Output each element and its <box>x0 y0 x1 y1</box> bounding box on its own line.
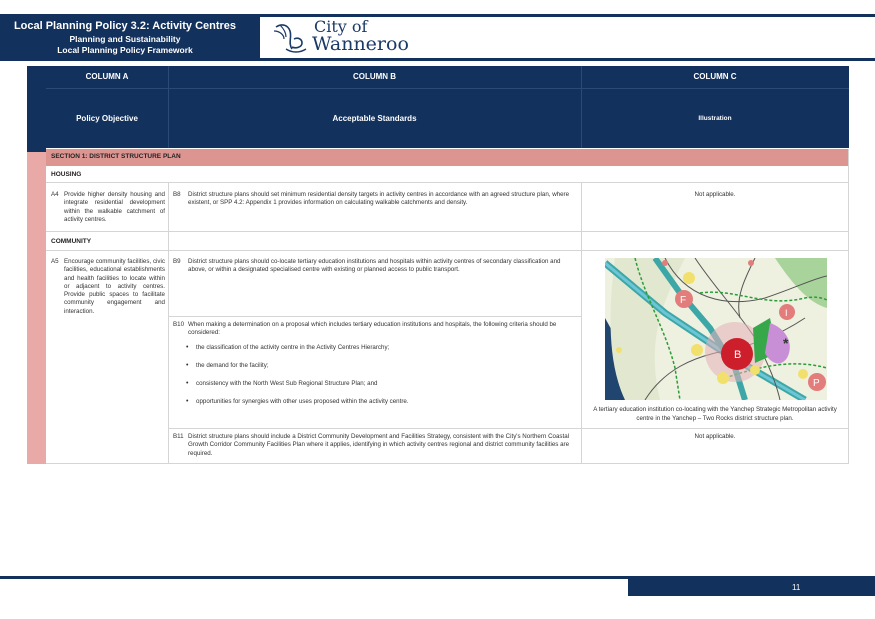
objective-a4 <box>46 188 168 232</box>
header-rule-bottom <box>260 58 875 61</box>
city-logo <box>272 17 422 57</box>
footer-band <box>628 579 875 596</box>
b10-criteria-list <box>184 344 574 416</box>
column-c-header: COLUMN C <box>581 66 849 88</box>
housing-title: HOUSING <box>51 171 82 178</box>
b10-text: When making a determination on a proposal which includes tertiary education institutions and hospitals, the following criteria should be considered: <box>188 321 557 337</box>
map-label-b: B <box>734 349 742 361</box>
logo-name-text: Wanneroo <box>312 33 409 55</box>
map-label-p: P <box>813 378 820 389</box>
row-sidebar <box>27 152 46 464</box>
policy-subtitle-planning: Planning and Sustainability <box>69 34 181 44</box>
district-map-illustration <box>605 258 827 400</box>
logo-city-text: City of <box>314 17 368 36</box>
page-number: 11 <box>792 583 801 592</box>
b8-text: District structure plans should set minimum residential density targets in activity centres in accordance with an agreed structure plan, where existent, or SPP 4.2: Appendix 1 provides information on calculating walkable catchments and density. <box>188 191 570 207</box>
policy-table <box>27 66 849 464</box>
section-row <box>46 149 849 166</box>
policy-title: Local Planning Policy 3.2: Activity Centres <box>13 20 237 32</box>
b8-code: B8 <box>173 191 181 198</box>
illustration-b8-not-applicable: Not applicable. <box>694 191 736 198</box>
map-label-star: * <box>783 335 789 351</box>
illustration-header: Illustration <box>581 89 849 148</box>
column-b-header: COLUMN B <box>168 66 581 88</box>
column-a-header: COLUMN A <box>46 66 168 88</box>
community-title: COMMUNITY <box>51 238 92 245</box>
housing-row <box>46 166 849 183</box>
standard-b10 <box>168 318 581 338</box>
a4-code: A4 <box>51 191 59 198</box>
illustration-b11-not-applicable: Not applicable. <box>694 433 736 440</box>
standard-b11 <box>168 430 581 458</box>
b10-criterion: • opportunities for synergies with other uses proposed within the activity centre. <box>184 398 574 406</box>
policy-subtitle-framework: Local Planning Policy Framework <box>57 45 193 55</box>
community-row <box>46 232 849 251</box>
a5-text: Encourage community facilities, civic facilities, educational establishments and health facilities to locate within or adjacent to activity centres. Provide public spaces to facilitate community engagement and interaction. <box>64 258 165 315</box>
illustration-caption: A tertiary education institution co-locating with the Yanchep Strategic Metropolitan activity centre in the Yanchep – Two Rocks district structure plan. <box>593 406 837 422</box>
a5-code: A5 <box>51 258 59 265</box>
standard-b8 <box>168 188 581 228</box>
acceptable-standards-header: Acceptable Standards <box>168 89 581 148</box>
b9-code: B9 <box>173 258 181 265</box>
swan-logo-icon <box>272 19 310 57</box>
map-label-f: F <box>680 295 687 306</box>
header-band <box>0 14 260 61</box>
b10-criterion: • the demand for the facility; <box>184 362 574 370</box>
objective-a5 <box>46 255 168 316</box>
b9-text: District structure plans should co-locate tertiary education institutions and hospitals within activity centres of secondary classification and above, or within a designated specialised centre with existing or planned access to public transport. <box>188 258 561 274</box>
standard-b9 <box>168 255 581 275</box>
section-1-title: SECTION 1: DISTRICT STRUCTURE PLAN <box>51 153 181 160</box>
b10-code: B10 <box>173 321 185 328</box>
b10-criterion: • consistency with the North West Sub Regional Structure Plan; and <box>184 380 574 388</box>
policy-objective-header: Policy Objective <box>46 89 168 148</box>
b10-criterion: • the classification of the activity centre in the Activity Centres Hierarchy; <box>184 344 574 352</box>
header-sidebar <box>27 66 46 152</box>
a4-text: Provide higher density housing and integrate residential development within the walkable catchment of activity centres. <box>64 191 165 223</box>
b11-code: B11 <box>173 433 184 440</box>
map-label-i: I <box>785 308 788 318</box>
b11-text: District structure plans should include a District Community Development and Facilities Strategy, consistent with the City's Northern Coastal Growth Corridor Community Facilities Plan where it applies, identifying in which activity centres regional and district community facilities are required. <box>188 433 570 457</box>
